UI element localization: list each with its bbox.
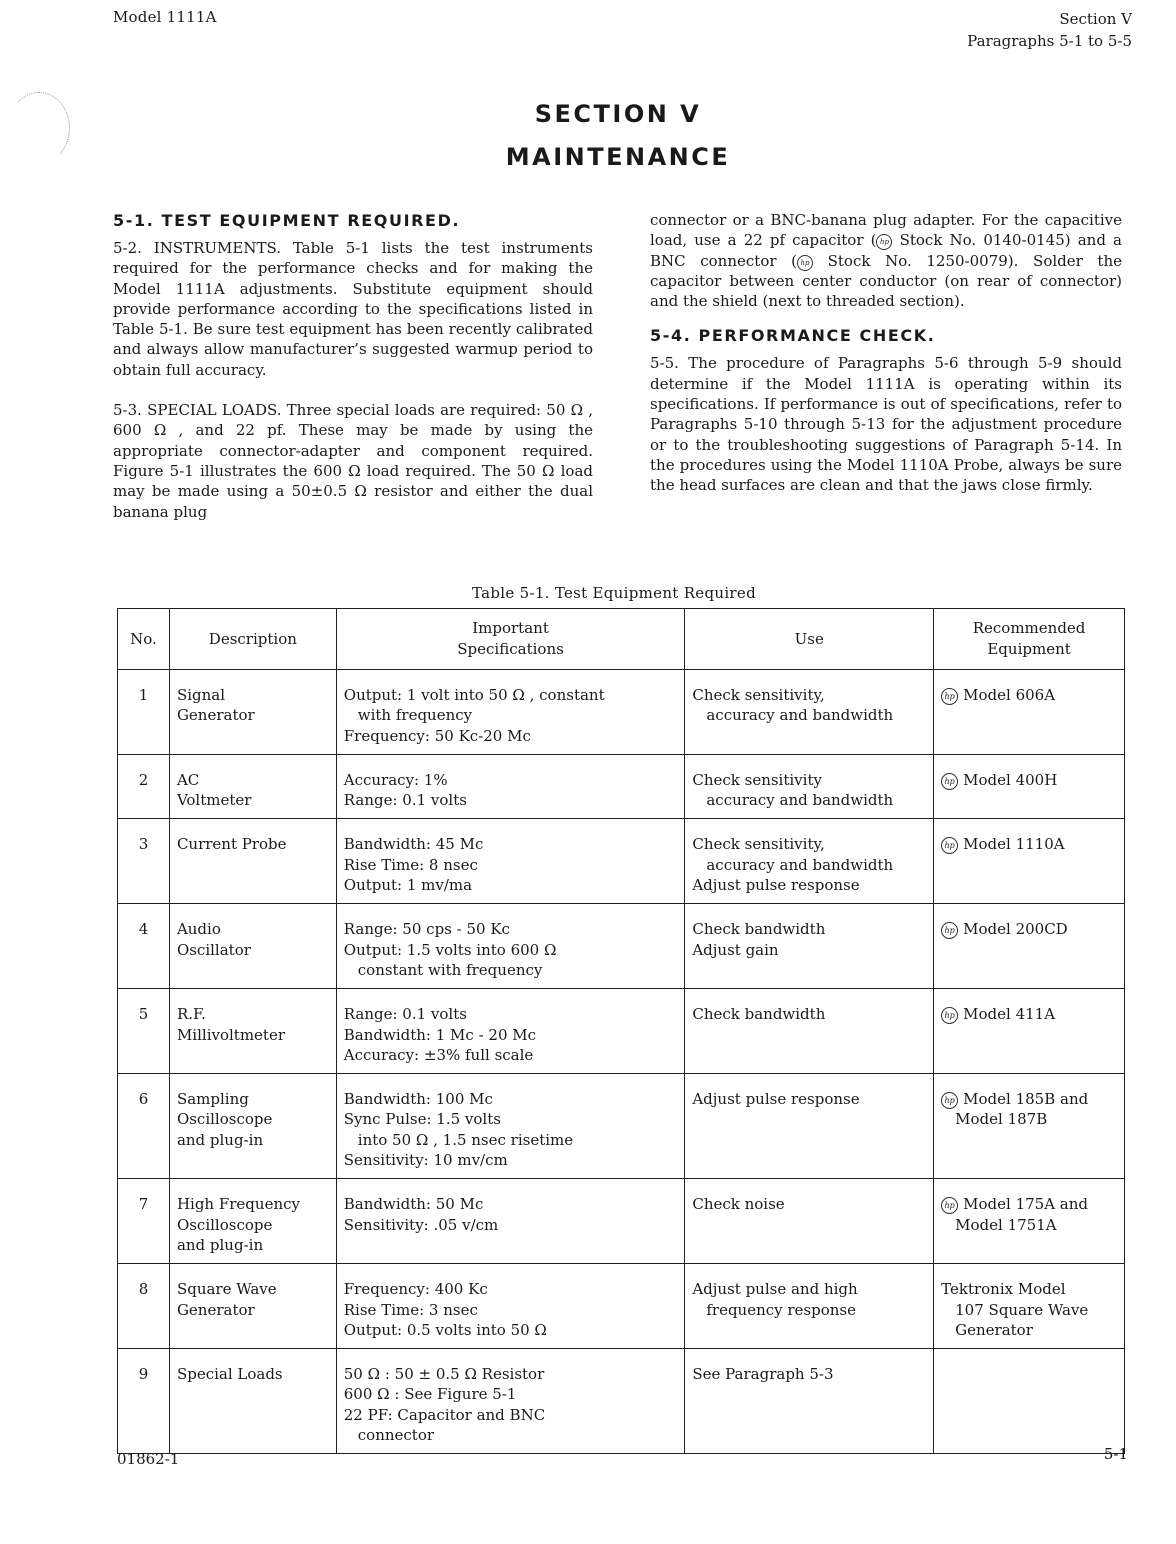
cell-description: Sampling Oscilloscope and plug-in	[169, 1074, 336, 1179]
cell-equipment: Tektronix Model 107 Square Wave Generator	[934, 1264, 1125, 1349]
hp-logo-icon: hp	[797, 255, 813, 271]
cell-equipment: hp Model 411A	[934, 989, 1125, 1074]
hp-logo-icon: hp	[941, 1007, 958, 1024]
left-column	[113, 210, 593, 522]
cell-specifications: Accuracy: 1% Range: 0.1 volts	[336, 754, 685, 819]
cell-use: Check noise	[685, 1179, 934, 1264]
cell-no: 5	[118, 989, 170, 1074]
cell-no: 9	[118, 1349, 170, 1454]
cell-description: Square Wave Generator	[169, 1264, 336, 1349]
header-section: Section V	[1059, 10, 1132, 28]
table-body	[118, 670, 1125, 1454]
cell-description: Signal Generator	[169, 670, 336, 755]
header-model: Model 1111A	[113, 8, 217, 26]
cell-use: Check sensitivity accuracy and bandwidth	[685, 754, 934, 819]
table-caption: Table 5-1. Test Equipment Required	[472, 584, 756, 602]
footer-doc-number: 01862-1	[117, 1450, 180, 1468]
cell-no: 4	[118, 904, 170, 989]
paragraph-5-2: 5-2. INSTRUMENTS. Table 5-1 lists the test instruments required for the performance checks and for making the Model 1111A adjustments. Substitute equipment should provide performance according to the specifications listed in Table 5-1. Be sure test equipment has been recently calibrated and always allow manufacturer’s suggested warmup period to obtain full accuracy.	[113, 239, 593, 379]
cell-specifications: Range: 50 cps - 50 Kc Output: 1.5 volts into 600 Ω constant with frequency	[336, 904, 685, 989]
cell-description: R.F. Millivoltmeter	[169, 989, 336, 1074]
cell-equipment: hp Model 185B and Model 187B	[934, 1074, 1125, 1179]
cell-equipment: hp Model 606A	[934, 670, 1125, 755]
heading-test-equipment-required: 5-1. TEST EQUIPMENT REQUIRED.	[113, 211, 461, 230]
paragraph-5-3-continued: connector or a BNC-banana plug adapter. For the capacitive load, use a 22 pf capacitor ( hp Stock No. 0140-0145) and a BNC connector ( hp Stock No. 1250-0079). Solder the capacitor between center conductor (on rear of connector) and the shield (next to threaded section).	[650, 211, 1122, 311]
cell-use: Check sensitivity, accuracy and bandwidth	[685, 670, 934, 755]
col-header-specifications: Important Specifications	[336, 609, 685, 670]
cell-specifications: Bandwidth: 50 Mc Sensitivity: .05 v/cm	[336, 1179, 685, 1264]
cell-no: 1	[118, 670, 170, 755]
table-row	[118, 989, 1125, 1074]
hp-logo-icon: hp	[941, 1197, 958, 1214]
cell-equipment	[934, 1349, 1125, 1454]
table-row	[118, 1349, 1125, 1454]
cell-specifications: 50 Ω : 50 ± 0.5 Ω Resistor 600 Ω : See Figure 5-1 22 PF: Capacitor and BNC connector	[336, 1349, 685, 1454]
header-paragraphs: Paragraphs 5-1 to 5-5	[967, 32, 1132, 50]
col-header-no: No.	[118, 609, 170, 670]
paragraph-5-3: 5-3. SPECIAL LOADS. Three special loads are required: 50 Ω , 600 Ω , and 22 pf. These may be made by using the appropriate connector-adapter and component required. Figure 5-1 illustrates the 600 Ω load required. The 50 Ω load may be made using a 50±0.5 Ω resistor and either the dual banana plug	[113, 401, 593, 521]
cell-use: Check sensitivity, accuracy and bandwidth Adjust pulse response	[685, 819, 934, 904]
cell-no: 8	[118, 1264, 170, 1349]
cell-no: 3	[118, 819, 170, 904]
cell-use: Adjust pulse and high frequency response	[685, 1264, 934, 1349]
footer-page-number: 5-1	[1103, 1445, 1128, 1463]
table-row	[118, 1179, 1125, 1264]
hp-logo-icon: hp	[941, 837, 958, 854]
cell-description: High Frequency Oscilloscope and plug-in	[169, 1179, 336, 1264]
page-title-maintenance: MAINTENANCE	[505, 143, 731, 171]
hp-logo-icon: hp	[876, 234, 892, 250]
cell-description: Current Probe	[169, 819, 336, 904]
cell-equipment: hp Model 175A and Model 1751A	[934, 1179, 1125, 1264]
cell-description: AC Voltmeter	[169, 754, 336, 819]
header-section-info	[967, 8, 1132, 52]
paragraph-5-5: 5-5. The procedure of Paragraphs 5-6 through 5-9 should determine if the Model 1111A is operating within its specifications. If performance is out of specifications, refer to Paragraphs 5-10 through 5-13 for the adjustment procedure or to the troubleshooting suggestions of Paragraph 5-14. In the procedures using the Model 1110A Probe, always be sure the head surfaces are clean and that the jaws close firmly.	[650, 354, 1122, 495]
col-header-use: Use	[685, 609, 934, 670]
cell-equipment: hp Model 400H	[934, 754, 1125, 819]
cell-use: Check bandwidth	[685, 989, 934, 1074]
cell-no: 2	[118, 754, 170, 819]
cell-description: Special Loads	[169, 1349, 336, 1454]
cell-use: See Paragraph 5-3	[685, 1349, 934, 1454]
hp-logo-icon: hp	[941, 773, 958, 790]
cell-no: 6	[118, 1074, 170, 1179]
col-header-equipment: Recommended Equipment	[934, 609, 1125, 670]
cell-specifications: Range: 0.1 volts Bandwidth: 1 Mc - 20 Mc Accuracy: ±3% full scale	[336, 989, 685, 1074]
table-row	[118, 1074, 1125, 1179]
hp-logo-icon: hp	[941, 922, 958, 939]
cell-description: Audio Oscillator	[169, 904, 336, 989]
table-row	[118, 819, 1125, 904]
page-title-section: SECTION V	[534, 100, 702, 128]
heading-performance-check: 5-4. PERFORMANCE CHECK.	[650, 326, 936, 346]
table-row	[118, 670, 1125, 755]
cell-specifications: Bandwidth: 45 Mc Rise Time: 8 nsec Output: 1 mv/ma	[336, 819, 685, 904]
cell-no: 7	[118, 1179, 170, 1264]
cell-specifications: Output: 1 volt into 50 Ω , constant with frequency Frequency: 50 Kc-20 Mc	[336, 670, 685, 755]
cell-use: Check bandwidth Adjust gain	[685, 904, 934, 989]
table-row	[118, 754, 1125, 819]
table-row	[118, 904, 1125, 989]
hp-logo-icon: hp	[941, 1092, 958, 1109]
cell-equipment: hp Model 200CD	[934, 904, 1125, 989]
test-equipment-table	[117, 608, 1125, 1454]
cell-use: Adjust pulse response	[685, 1074, 934, 1179]
hp-logo-icon: hp	[941, 688, 958, 705]
col-header-description: Description	[169, 609, 336, 670]
right-column	[650, 210, 1122, 496]
table-row	[118, 1264, 1125, 1349]
table-header-row	[118, 609, 1125, 670]
cell-specifications: Bandwidth: 100 Mc Sync Pulse: 1.5 volts into 50 Ω , 1.5 nsec risetime Sensitivity: 10 mv/cm	[336, 1074, 685, 1179]
cell-equipment: hp Model 1110A	[934, 819, 1125, 904]
cell-specifications: Frequency: 400 Kc Rise Time: 3 nsec Output: 0.5 volts into 50 Ω	[336, 1264, 685, 1349]
